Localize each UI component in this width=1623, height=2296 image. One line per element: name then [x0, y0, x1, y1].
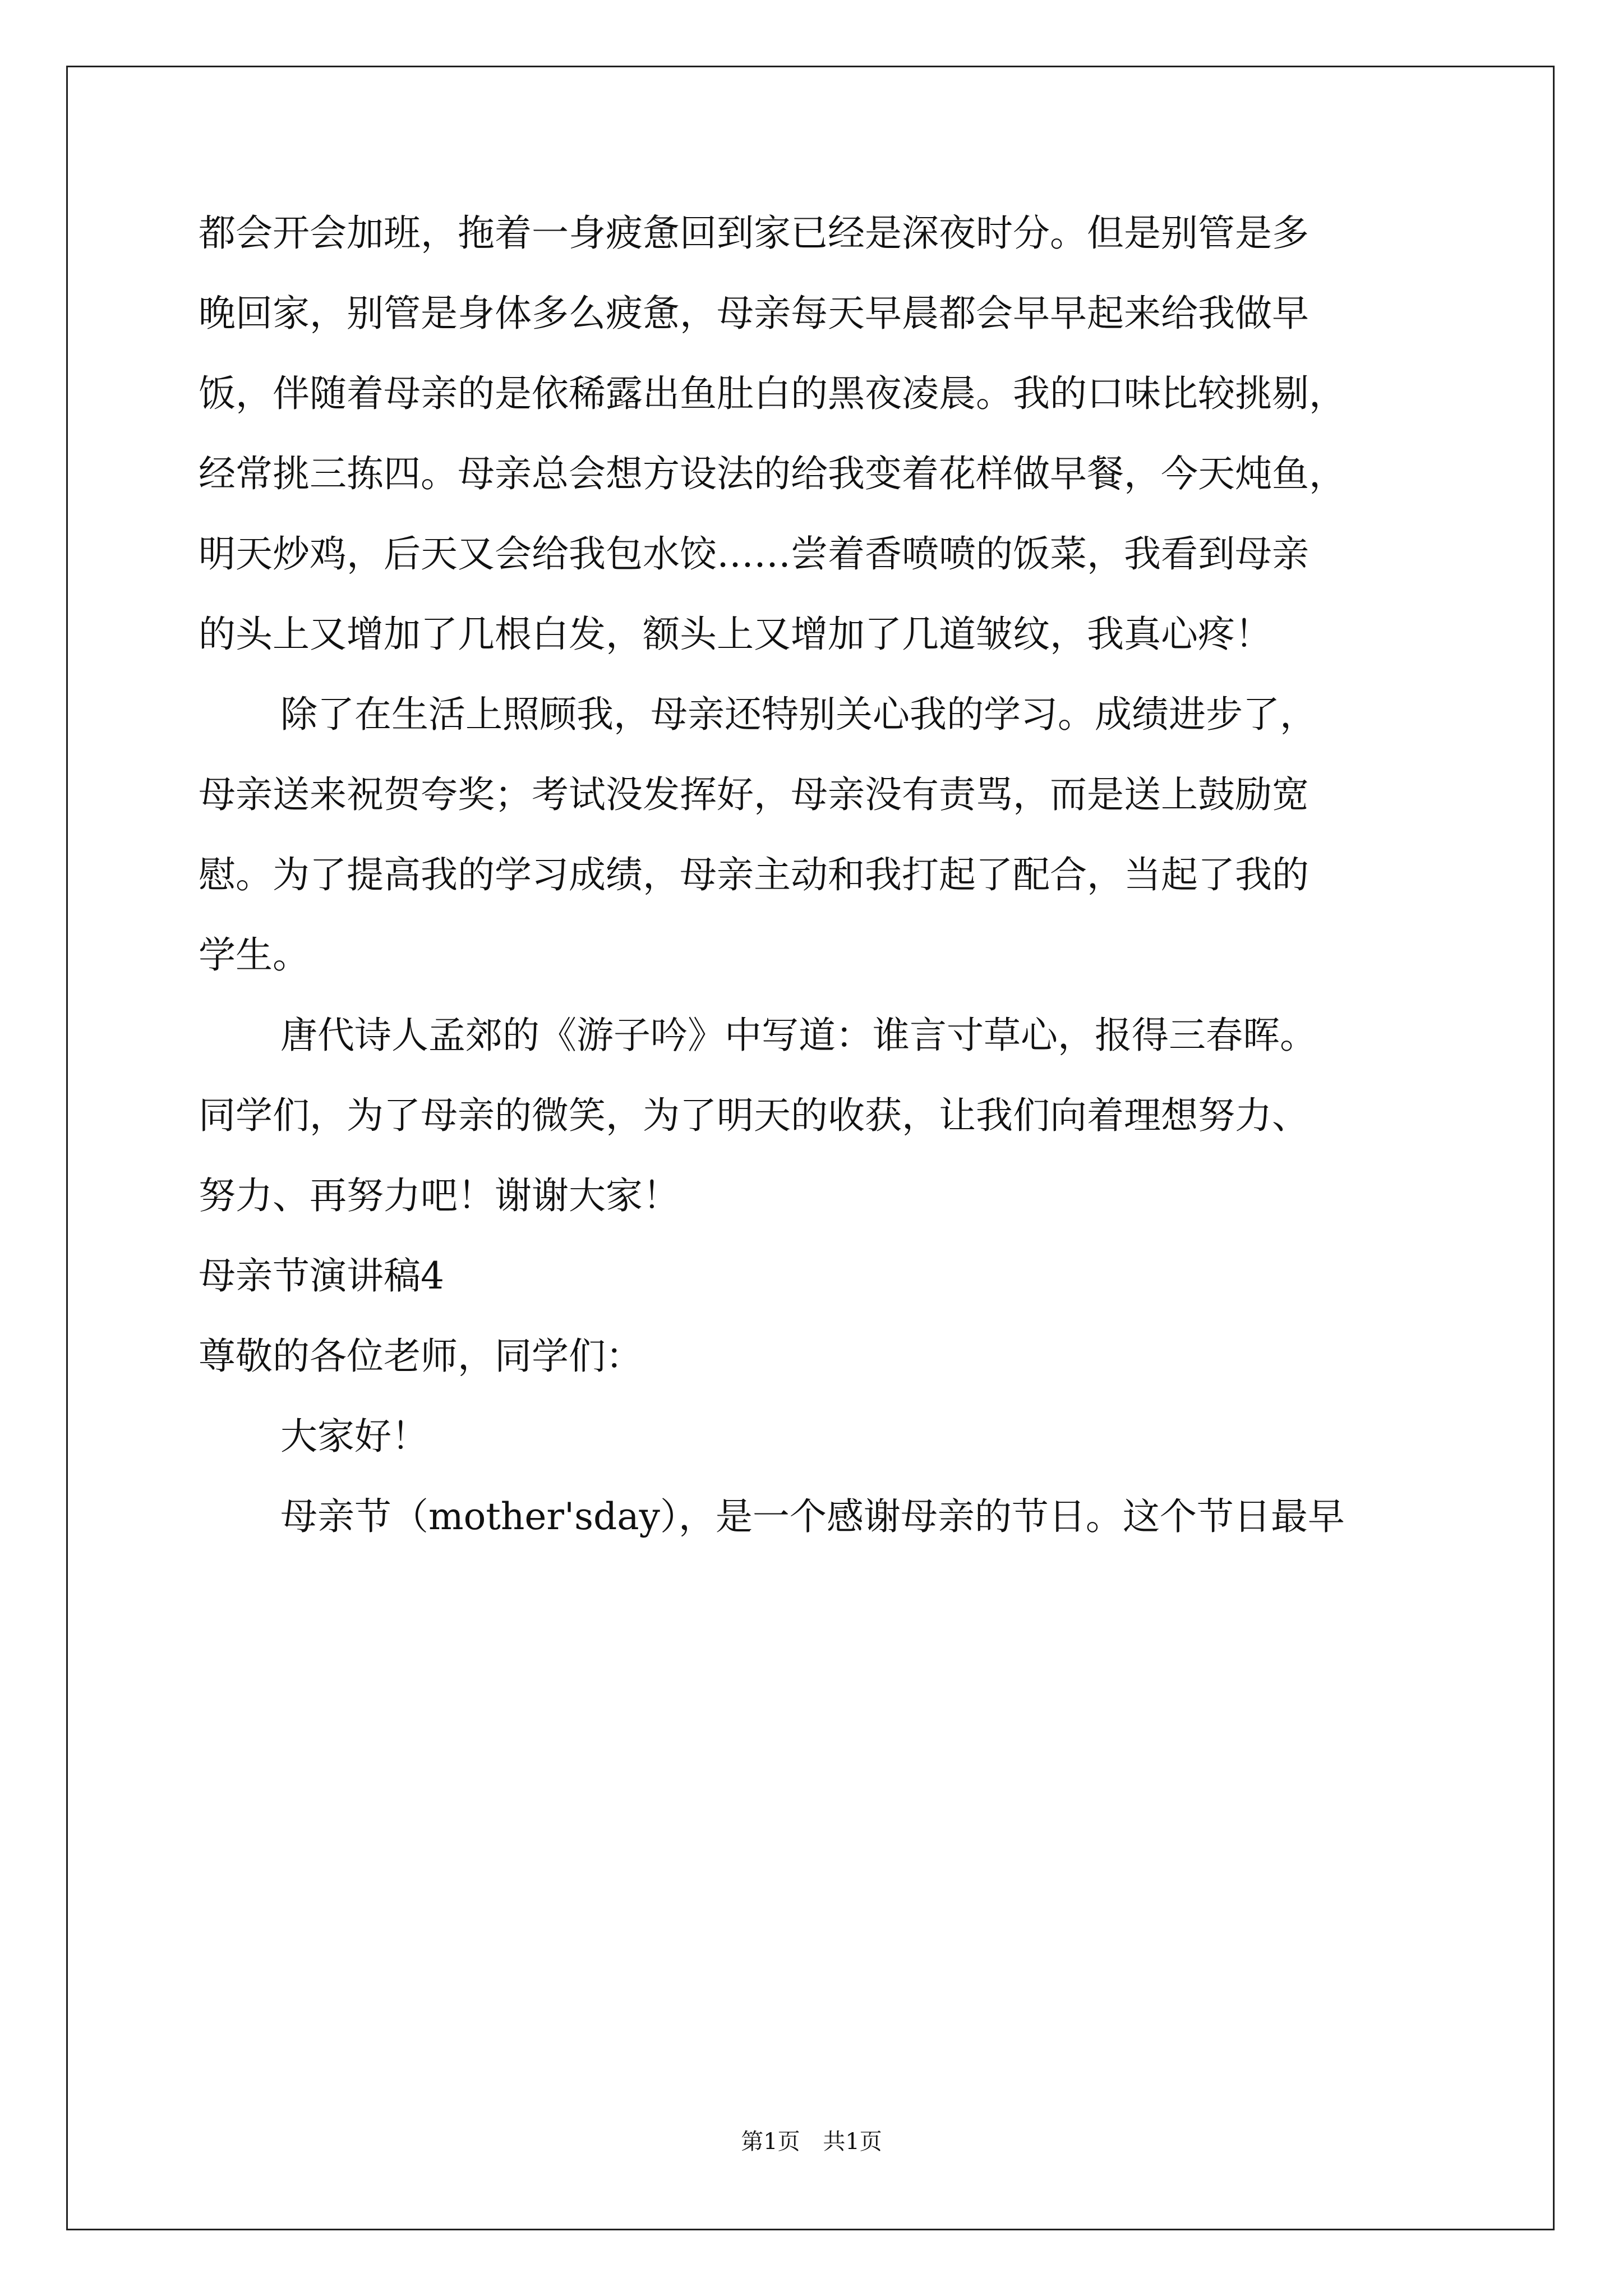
text-line-1: 都会开会加班，拖着一身疲惫回到家已经是深夜时分。但是别管是多	[199, 211, 1309, 255]
text-line-7: 除了在生活上照顾我，母亲还特别关心我的学习。成绩进步了，	[280, 693, 1317, 736]
text-line-17: 母亲节（mother'sday），是一个感谢母亲的节日。这个节日最早	[280, 1495, 1345, 1538]
page-number: 第1页	[741, 2129, 800, 2155]
text-line-12: 同学们，为了母亲的微笑，为了明天的收获，让我们向着理想努力、	[199, 1094, 1309, 1137]
text-line-5: 明天炒鸡，后天又会给我包水饺……尝着香喷喷的饭菜，我看到母亲	[199, 532, 1309, 576]
text-line-2: 晚回家，别管是身体多么疲惫，母亲每天早晨都会早早起来给我做早	[199, 292, 1309, 335]
salutation: 尊敬的各位老师，同学们：	[199, 1335, 643, 1378]
text-line-6: 的头上又增加了几根白发，额头上又增加了几道皱纹，我真心疼！	[199, 613, 1272, 656]
page-footer	[0, 2124, 1623, 2156]
text-line-10: 学生。	[199, 933, 310, 977]
section-heading: 母亲节演讲稿4	[199, 1254, 444, 1297]
text-line-3: 饭，伴随着母亲的是依稀露出鱼肚白的黑夜凌晨。我的口味比较挑剔，	[199, 372, 1346, 415]
greeting: 大家好！	[280, 1415, 428, 1458]
text-line-4: 经常挑三拣四。母亲总会想方设法的给我变着花样做早餐，今天炖鱼，	[199, 452, 1346, 495]
text-line-11: 唐代诗人孟郊的《游子吟》中写道：谁言寸草心，报得三春晖。	[280, 1014, 1317, 1057]
page-total: 共1页	[823, 2129, 882, 2155]
text-line-8: 母亲送来祝贺夸奖；考试没发挥好，母亲没有责骂，而是送上鼓励宽	[199, 773, 1309, 816]
text-line-13: 努力、再努力吧！谢谢大家！	[199, 1174, 680, 1217]
text-line-9: 慰。为了提高我的学习成绩，母亲主动和我打起了配合，当起了我的	[199, 853, 1309, 896]
